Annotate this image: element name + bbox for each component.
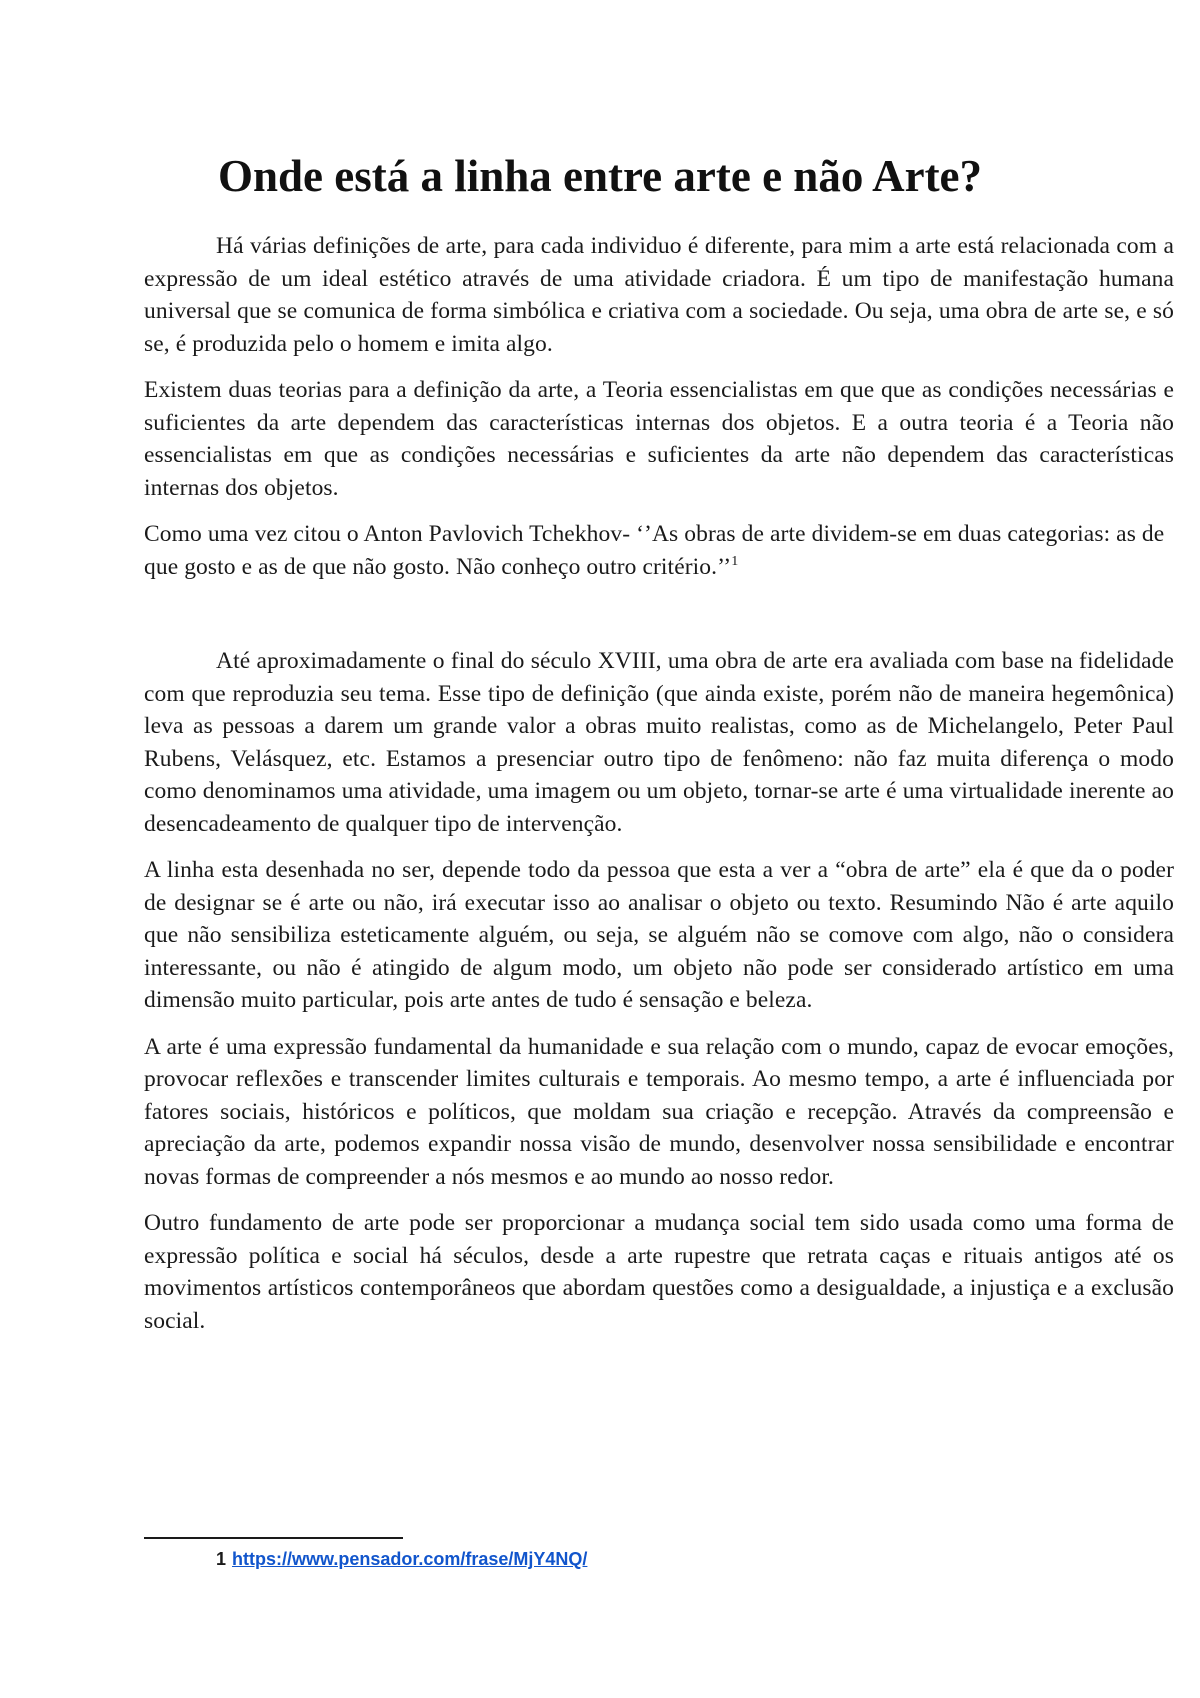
paragraph-7: Outro fundamento de arte pode ser proporcionar a mudança social tem sido usada como uma forma de expressão política e social há séculos, desde a arte rupestre que retrata caças e rituais antigos até os movimentos artísticos contemporâneos que abordam questões como a desigualdade, a injustiça e a exclusão social.: [144, 1210, 1174, 1334]
footnote: [216, 1548, 587, 1570]
paragraph-1: Há várias definições de arte, para cada individuo é diferente, para mim a arte está relacionada com a expressão de um ideal estético através de uma atividade criadora. É um tipo de manifestação humana universal que se comunica de forma simbólica e criativa com a sociedade. Ou seja, uma obra de arte se, e só se, é produzida pelo o homem e imita algo.: [144, 233, 1174, 357]
footnote-reference[interactable]: 1: [731, 553, 739, 569]
paragraph-3-text: Como uma vez citou o Anton Pavlovich Tchekhov- ‘’As obras de arte dividem-se em duas categorias: as de que gosto e as de que não gosto. Não conheço outro critério.’’: [144, 521, 1165, 580]
document-title: Onde está a linha entre arte e não Arte?: [217, 151, 983, 201]
paragraph-4: Até aproximadamente o final do século XVIII, uma obra de arte era avaliada com base na fidelidade com que reproduzia seu tema. Esse tipo de definição (que ainda existe, porém não de maneira hegemônica) leva as pessoas a darem um grande valor a obras muito realistas, como as de Michelangelo, Peter Paul Rubens, Velásquez, etc. Estamos a presenciar outro tipo de fenômeno: não faz muita diferença o modo como denominamos uma atividade, uma imagem ou um objeto, tornar-se arte é uma virtualidade inerente ao desencadeamento de qualquer tipo de intervenção.: [144, 648, 1174, 837]
paragraph-2: Existem duas teorias para a definição da arte, a Teoria essencialistas em que que as condições necessárias e suficientes da arte dependem das características internas dos objetos. E a outra teoria é a Teoria não essencialistas em que as condições necessárias e suficientes da arte não dependem das características internas dos objetos.: [144, 377, 1174, 501]
footnote-link[interactable]: https://www.pensador.com/frase/MjY4NQ/: [232, 1549, 588, 1569]
footnote-separator: [144, 1537, 403, 1539]
footnote-number: 1: [216, 1549, 227, 1569]
document-body: [144, 230, 1174, 1351]
paragraph-3: [144, 518, 1174, 583]
paragraph-spacer: [144, 597, 1174, 645]
paragraph-5: A linha esta desenhada no ser, depende todo da pessoa que esta a ver a “obra de arte” ela é que da o poder de designar se é arte ou não, irá executar isso ao analisar o objeto ou texto. Resumindo Não é arte aquilo que não sensibiliza esteticamente alguém, ou seja, se alguém não se comove com algo, não o considera interessante, ou não é atingido de algum modo, um objeto não pode ser considerado artístico em uma dimensão muito particular, pois arte antes de tudo é sensação e beleza.: [144, 857, 1174, 1013]
paragraph-6: A arte é uma expressão fundamental da humanidade e sua relação com o mundo, capaz de evocar emoções, provocar reflexões e transcender limites culturais e temporais. Ao mesmo tempo, a arte é influenciada por fatores sociais, históricos e políticos, que moldam sua criação e recepção. Através da compreensão e apreciação da arte, podemos expandir nossa visão de mundo, desenvolver nossa sensibilidade e encontrar novas formas de compreender a nós mesmos e ao mundo ao nosso redor.: [144, 1033, 1174, 1190]
